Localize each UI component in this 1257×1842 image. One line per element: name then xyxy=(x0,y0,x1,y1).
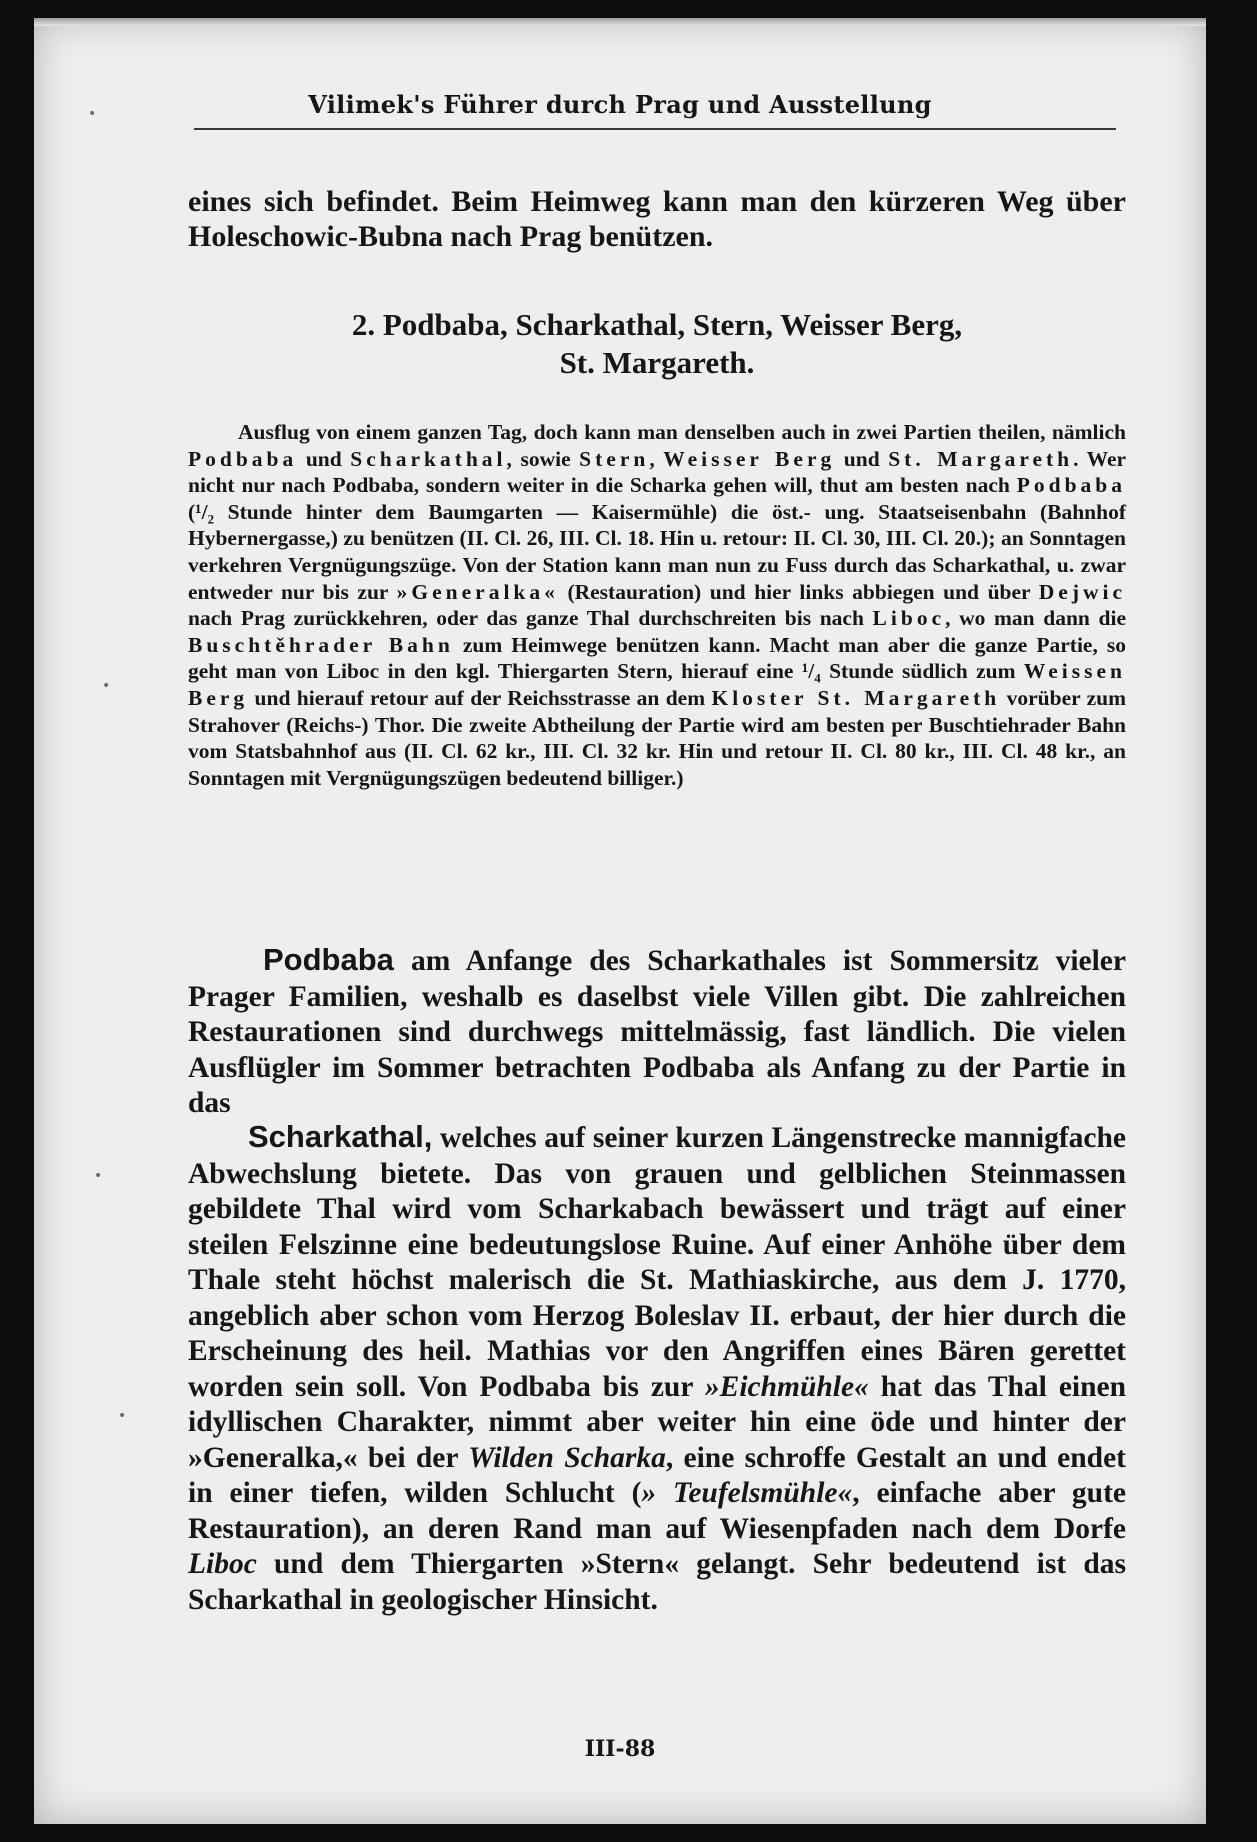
scharkathal-text: hat das Thal einen idyllischen Charakter, nimmt aber weiter hin eine öde und hinter der »Generalka,« bei der xyxy=(188,1370,1127,1474)
scharkathal-text: und dem Thiergarten »Stern« gelangt. Sehr bedeutend ist das Scharkathal in geologischer Hinsicht. xyxy=(188,1548,1126,1616)
note-spaced-dejwic: Dejwic xyxy=(1038,579,1127,604)
note-spaced-st-margareth: St. Margareth xyxy=(888,446,1074,471)
note-text: (Restauration) und hier links abbiegen und über xyxy=(567,579,1031,604)
italic-teufelsmuehle: » Teufelsmühle« xyxy=(641,1477,853,1509)
italic-wilden-scharka: Wilden Scharka xyxy=(468,1441,666,1474)
scan-speck: • xyxy=(102,678,111,694)
note-text: , sowie xyxy=(506,446,571,471)
scharkathal-text: , eine schroffe Gestalt an und endet in einer tiefen, wilden Schlucht ( xyxy=(188,1441,1126,1509)
document-page xyxy=(34,18,1206,1824)
podbaba-paragraph xyxy=(188,942,1126,1122)
scan-speck: • xyxy=(88,106,97,122)
note-text: , wo man dann die xyxy=(945,606,1126,631)
note-text: und hierauf retour auf der Reichsstrasse an dem xyxy=(254,685,706,710)
note-text: . Wer nicht nur nach Podbaba, sondern weiter in die Scharka gehen will, thut am besten nach xyxy=(188,446,1127,498)
italic-liboc: Liboc xyxy=(188,1548,257,1580)
note-spaced-weisser-berg: Weisser Berg xyxy=(663,446,836,471)
note-text: vorüber zum Strahover (Reichs-) Thor. Die zweite Abtheilung der Partie wird am besten per Buschtiehrader Bahn vom Statsbahnhof aus (II. Cl. 62 kr., III. Cl. 32 kr. Hin und retour II. Cl. 80 kr., III. Cl. 48 kr., an Sonntagen mit Vergnügungszügen bedeutend billiger.) xyxy=(188,685,1127,790)
note-spaced-scharkathal: Scharkathal xyxy=(350,446,507,471)
note-text: , xyxy=(649,446,655,471)
excursion-note xyxy=(188,419,1126,791)
note-spaced-stern: Stern xyxy=(579,446,650,471)
scharkathal-text: welches auf seiner kurzen Längenstrecke mannigfache Abwechslung bietete. Das von grauen und gelblichen Steinmassen gebildete Thal wird vom Scharkabach bewässert und trägt auf einer steilen Felszinne eine bedeutungslose Ruine. Auf einer Anhöhe über dem Thale steht höchst malerisch die St. Mathiaskirche, aus dem J. 1770, angeblich aber schon vom Herzog Boleslav II. erbaut, der hier durch die Erscheinung des heil. Mathias vor den Angriffen eines Bären gerettet worden sein soll. Von Podbaba bis zur xyxy=(188,1122,1126,1403)
headword-podbaba: Podbaba xyxy=(263,942,394,977)
note-spaced-liboc: Liboc xyxy=(872,606,946,631)
note-text: zum Heimwege benützen kann. Macht man aber die ganze Partie, so geht man von Liboc in den kgl. Thiergarten Stern, hierauf eine ¹/₄ Stunde südlich zum xyxy=(188,632,1126,684)
note-text: und xyxy=(305,446,342,471)
note-spaced-kloster: Kloster St. Margareth xyxy=(711,685,1001,710)
section-title-line1: 2. Podbaba, Scharkathal, Stern, Weisser Berg, xyxy=(351,307,963,342)
note-spaced-weissen-berg: Weissen Berg xyxy=(188,659,1126,710)
page-number: III-88 xyxy=(584,1736,656,1762)
running-head: Vilimek's Führer durch Prag und Ausstellung xyxy=(308,90,932,119)
intro-paragraph: eines sich befindet. Beim Heimweg kann man den kürzeren Weg über Holeschowic-Bubna nach Prag benützen. xyxy=(188,185,1126,253)
note-text: und xyxy=(843,446,880,471)
section-title xyxy=(188,306,1126,382)
note-spaced-podbaba: Podbaba xyxy=(188,446,298,471)
note-text: (¹/₂ Stunde hinter dem Baumgarten — Kaisermühle) die öst.- ung. Staatseisenbahn (Bahnhof Hybernergasse,) zu benützen (II. Cl. 26, III. Cl. 18. Hin u. retour: II. Cl. 30, III. Cl. 20.); an Sonntagen verkehren Vergnügungszüge. Von der Station kann man nun zu Fuss durch das Scharkathal, u. zwar entweder nur bis zur xyxy=(188,499,1126,604)
scan-speck: • xyxy=(118,1408,127,1424)
head-rule xyxy=(194,128,1116,130)
scharkathal-text: , einfache aber gute Restauration), an deren Rand man auf Wiesenpfaden nach dem Dorfe xyxy=(188,1477,1126,1545)
italic-eichmuehle: »Eichmühle« xyxy=(704,1370,869,1403)
scan-speck: • xyxy=(94,1168,103,1184)
note-spaced-podbaba: Podbaba xyxy=(1016,473,1127,498)
podbaba-text: am Anfange des Scharkathales ist Sommersitz vieler Prager Familien, weshalb es daselbst viele Villen gibt. Die zahlreichen Restaurationen sind durchwegs mittelmässig, fast ländlich. Die vielen Ausflügler im Sommer betrachten Podbaba als Anfang zu der Partie in das xyxy=(188,945,1126,1119)
headword-scharkathal: Scharkathal, xyxy=(248,1119,433,1154)
scharkathal-paragraph xyxy=(188,1119,1126,1618)
section-title-line2: St. Margareth. xyxy=(559,345,755,380)
note-text: nach Prag zurückkehren, oder das ganze Thal durchschreiten bis nach xyxy=(188,606,864,631)
note-spaced-generalka: »Generalka« xyxy=(396,579,559,604)
note-spaced-buschtehrader-bahn: Buschtěhrader Bahn xyxy=(188,632,454,657)
note-text: Ausflug von einem ganzen Tag, doch kann man denselben auch in zwei Partien theilen, nämlich xyxy=(238,420,1126,444)
